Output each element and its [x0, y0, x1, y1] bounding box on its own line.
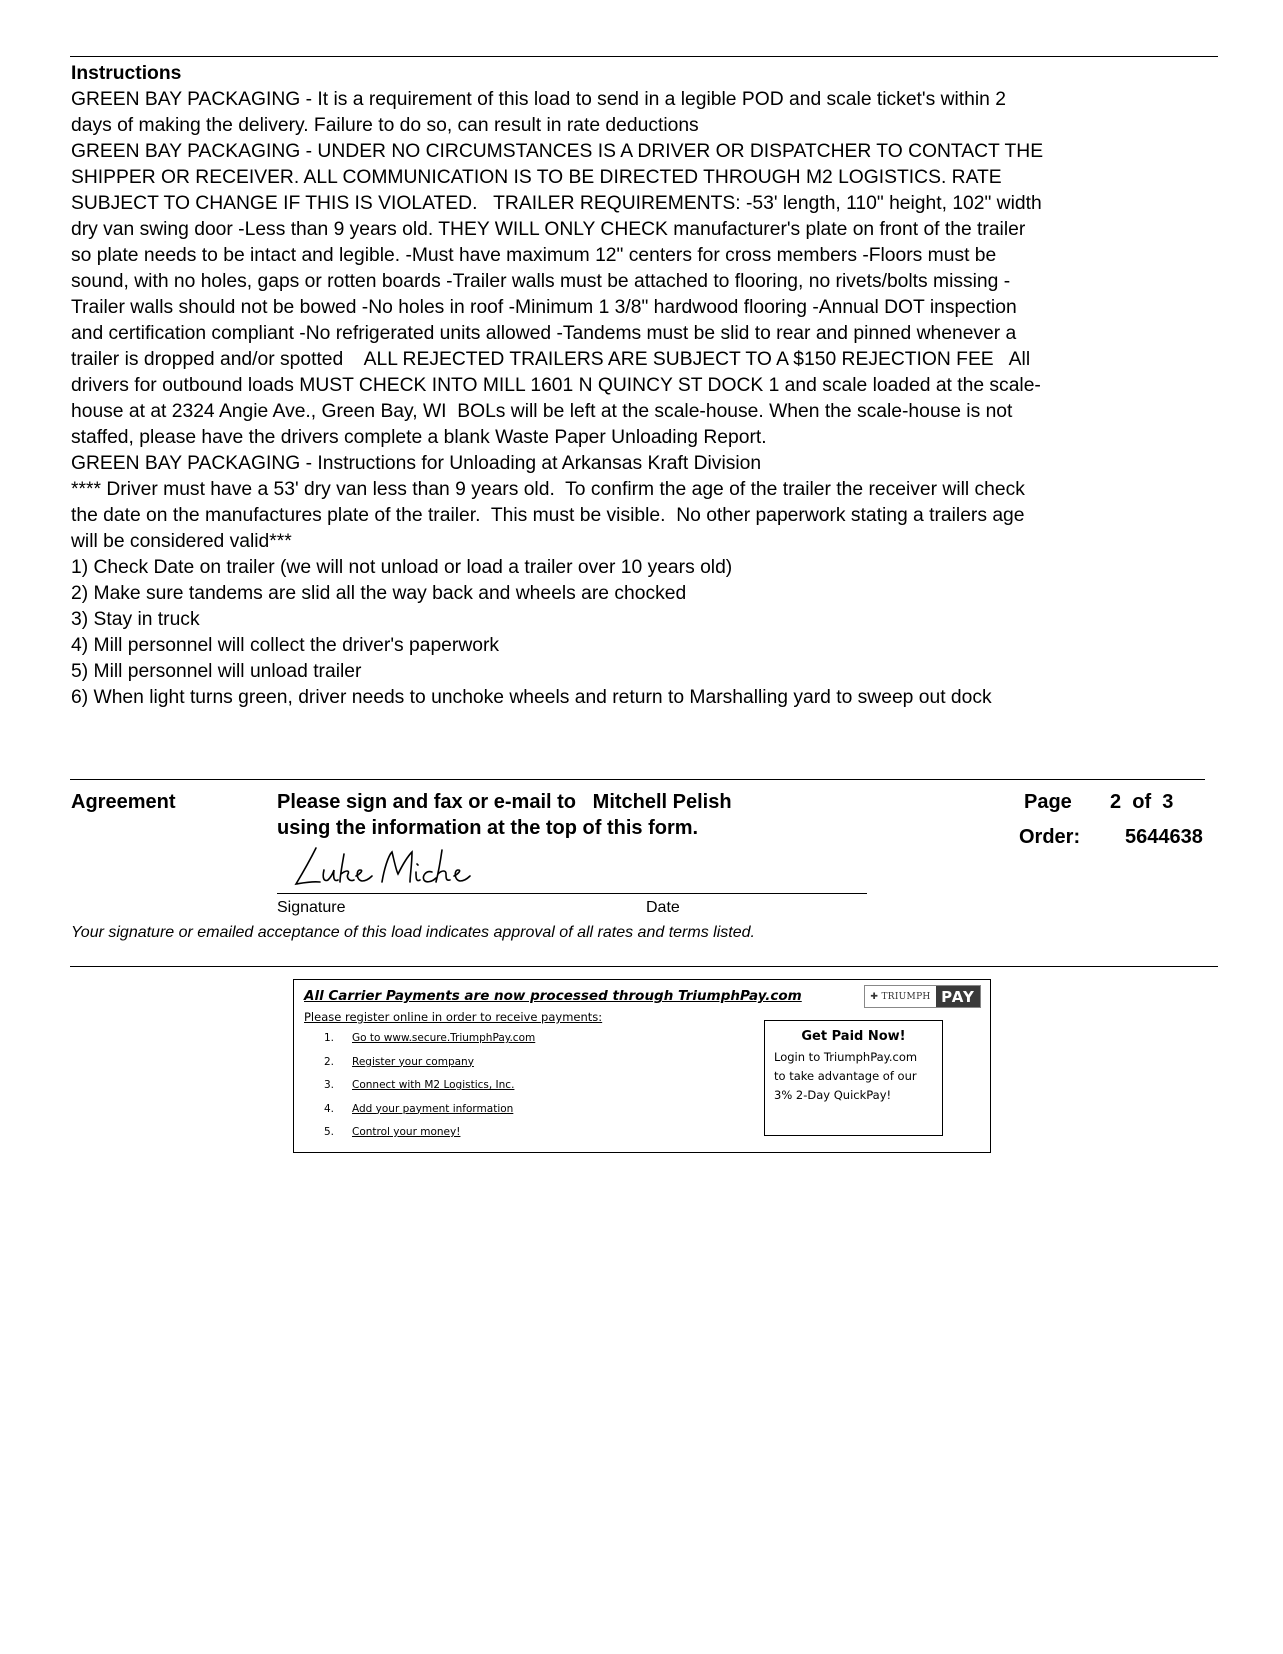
instruction-line: days of making the delivery. Failure to do so, can result in rate deductions	[71, 115, 699, 136]
step-text: Add your payment information	[352, 1102, 514, 1115]
get-paid-line1: Login to TriumphPay.com	[774, 1050, 918, 1064]
instruction-line: 1) Check Date on trailer (we will not unload or load a trailer over 10 years old)	[71, 557, 733, 578]
registration-step	[324, 1103, 535, 1127]
date-label: Date	[646, 899, 680, 916]
top-divider	[70, 56, 1218, 57]
step-number: 4.	[324, 1102, 335, 1115]
step-number: 2.	[324, 1055, 335, 1068]
footer-divider	[70, 966, 1218, 967]
instruction-line: GREEN BAY PACKAGING - It is a requirement of this load to send in a legible POD and scale ticket's within 2	[71, 89, 1006, 110]
registration-step	[324, 1032, 535, 1056]
sign-instruction-prefix: Please sign and fax or e-mail to	[277, 791, 576, 813]
instruction-line: will be considered valid***	[71, 531, 292, 552]
logo-triumph-text: ✚ TRIUMPH	[870, 991, 931, 1002]
instructions-heading: Instructions	[71, 63, 182, 84]
instruction-line: **** Driver must have a 53' dry van less than 9 years old. To confirm the age of the trailer the receiver will check	[71, 479, 1025, 500]
instruction-line: house at at 2324 Angie Ave., Green Bay, WI BOLs will be left at the scale-house. When the scale-house is not	[71, 401, 1013, 422]
agreement-label: Agreement	[71, 791, 176, 813]
instruction-line: drivers for outbound loads MUST CHECK INTO MILL 1601 N QUINCY ST DOCK 1 and scale loaded at the scale-	[71, 375, 1041, 396]
logo-pay-text: PAY	[936, 986, 980, 1007]
instruction-line: the date on the manufactures plate of the trailer. This must be visible. No other paperwork stating a trailers age	[71, 505, 1025, 526]
registration-steps	[324, 1032, 535, 1150]
cross-icon: ✚	[870, 991, 879, 1002]
step-text: Control your money!	[352, 1126, 461, 1138]
contact-name: Mitchell Pelish	[592, 791, 732, 813]
registration-step	[324, 1056, 535, 1080]
triumphpay-subheading: Please register online in order to receive payments:	[304, 1010, 603, 1024]
registration-step	[324, 1079, 535, 1103]
instruction-line: SHIPPER OR RECEIVER. ALL COMMUNICATION IS TO BE DIRECTED THROUGH M2 LOGISTICS. RATE	[71, 167, 1002, 188]
instruction-line: 2) Make sure tandems are slid all the way back and wheels are chocked	[71, 583, 687, 604]
triumphpay-heading: All Carrier Payments are now processed through TriumphPay.com	[304, 988, 802, 1004]
instruction-line: GREEN BAY PACKAGING - UNDER NO CIRCUMSTANCES IS A DRIVER OR DISPATCHER TO CONTACT THE	[71, 141, 1044, 162]
get-paid-box	[764, 1020, 943, 1136]
instruction-line: 6) When light turns green, driver needs to unchoke wheels and return to Marshalling yard to sweep out dock	[71, 687, 992, 708]
step-text: Register your company	[352, 1055, 474, 1068]
sign-instruction-line1	[277, 791, 732, 814]
instruction-line: dry van swing door -Less than 9 years old. THEY WILL ONLY CHECK manufacturer's plate on front of the trailer	[71, 219, 1026, 240]
step-text: Connect with M2 Logistics, Inc.	[352, 1079, 515, 1091]
instruction-line: GREEN BAY PACKAGING - Instructions for Unloading at Arkansas Kraft Division	[71, 453, 762, 474]
instruction-line: 4) Mill personnel will collect the driver's paperwork	[71, 635, 500, 656]
registration-step	[324, 1126, 535, 1150]
instruction-line: so plate needs to be intact and legible. -Must have maximum 12" centers for cross members -Floors must be	[71, 245, 997, 266]
instructions-section	[71, 61, 1231, 711]
signature-line	[277, 893, 867, 894]
handwritten-signature	[290, 840, 490, 890]
agreement-divider	[70, 779, 1205, 780]
get-paid-title: Get Paid Now!	[801, 1029, 906, 1044]
step-text: Go to www.secure.TriumphPay.com	[352, 1032, 536, 1044]
instruction-line: sound, with no holes, gaps or rotten boards -Trailer walls must be attached to flooring, no rivets/bolts missing -	[71, 271, 1011, 292]
order-label: Order:	[1019, 826, 1081, 848]
triumph-pay-logo	[864, 985, 981, 1008]
approval-disclaimer: Your signature or emailed acceptance of this load indicates approval of all rates and terms listed.	[71, 924, 755, 941]
sign-instruction-line2: using the information at the top of this form.	[277, 817, 699, 839]
instruction-line: trailer is dropped and/or spotted ALL REJECTED TRAILERS ARE SUBJECT TO A $150 REJECTION FEE All	[71, 349, 1031, 370]
instruction-line: 3) Stay in truck	[71, 609, 200, 630]
instruction-line: and certification compliant -No refrigerated units allowed -Tandems must be slid to rear and pinned whenever a	[71, 323, 1017, 344]
step-number: 5.	[324, 1126, 335, 1138]
get-paid-line2: to take advantage of our	[774, 1069, 917, 1083]
instruction-line: SUBJECT TO CHANGE IF THIS IS VIOLATED. TRAILER REQUIREMENTS: -53' length, 110" height, 102" width	[71, 193, 1042, 214]
page-label: Page	[1024, 791, 1072, 813]
triumphpay-notice	[293, 979, 991, 1153]
step-number: 1.	[324, 1032, 335, 1044]
order-number: 5644638	[1125, 826, 1203, 848]
get-paid-line3: 3% 2-Day QuickPay!	[774, 1088, 892, 1102]
instruction-line: 5) Mill personnel will unload trailer	[71, 661, 362, 682]
instruction-line: Trailer walls should not be bowed -No holes in roof -Minimum 1 3/8" hardwood flooring -Annual DOT inspection	[71, 297, 1017, 318]
step-number: 3.	[324, 1079, 335, 1091]
signature-label: Signature	[277, 899, 346, 916]
instruction-line: staffed, please have the drivers complete a blank Waste Paper Unloading Report.	[71, 427, 767, 448]
instructions-body	[71, 87, 1231, 711]
page-value: 2 of 3	[1110, 791, 1174, 813]
